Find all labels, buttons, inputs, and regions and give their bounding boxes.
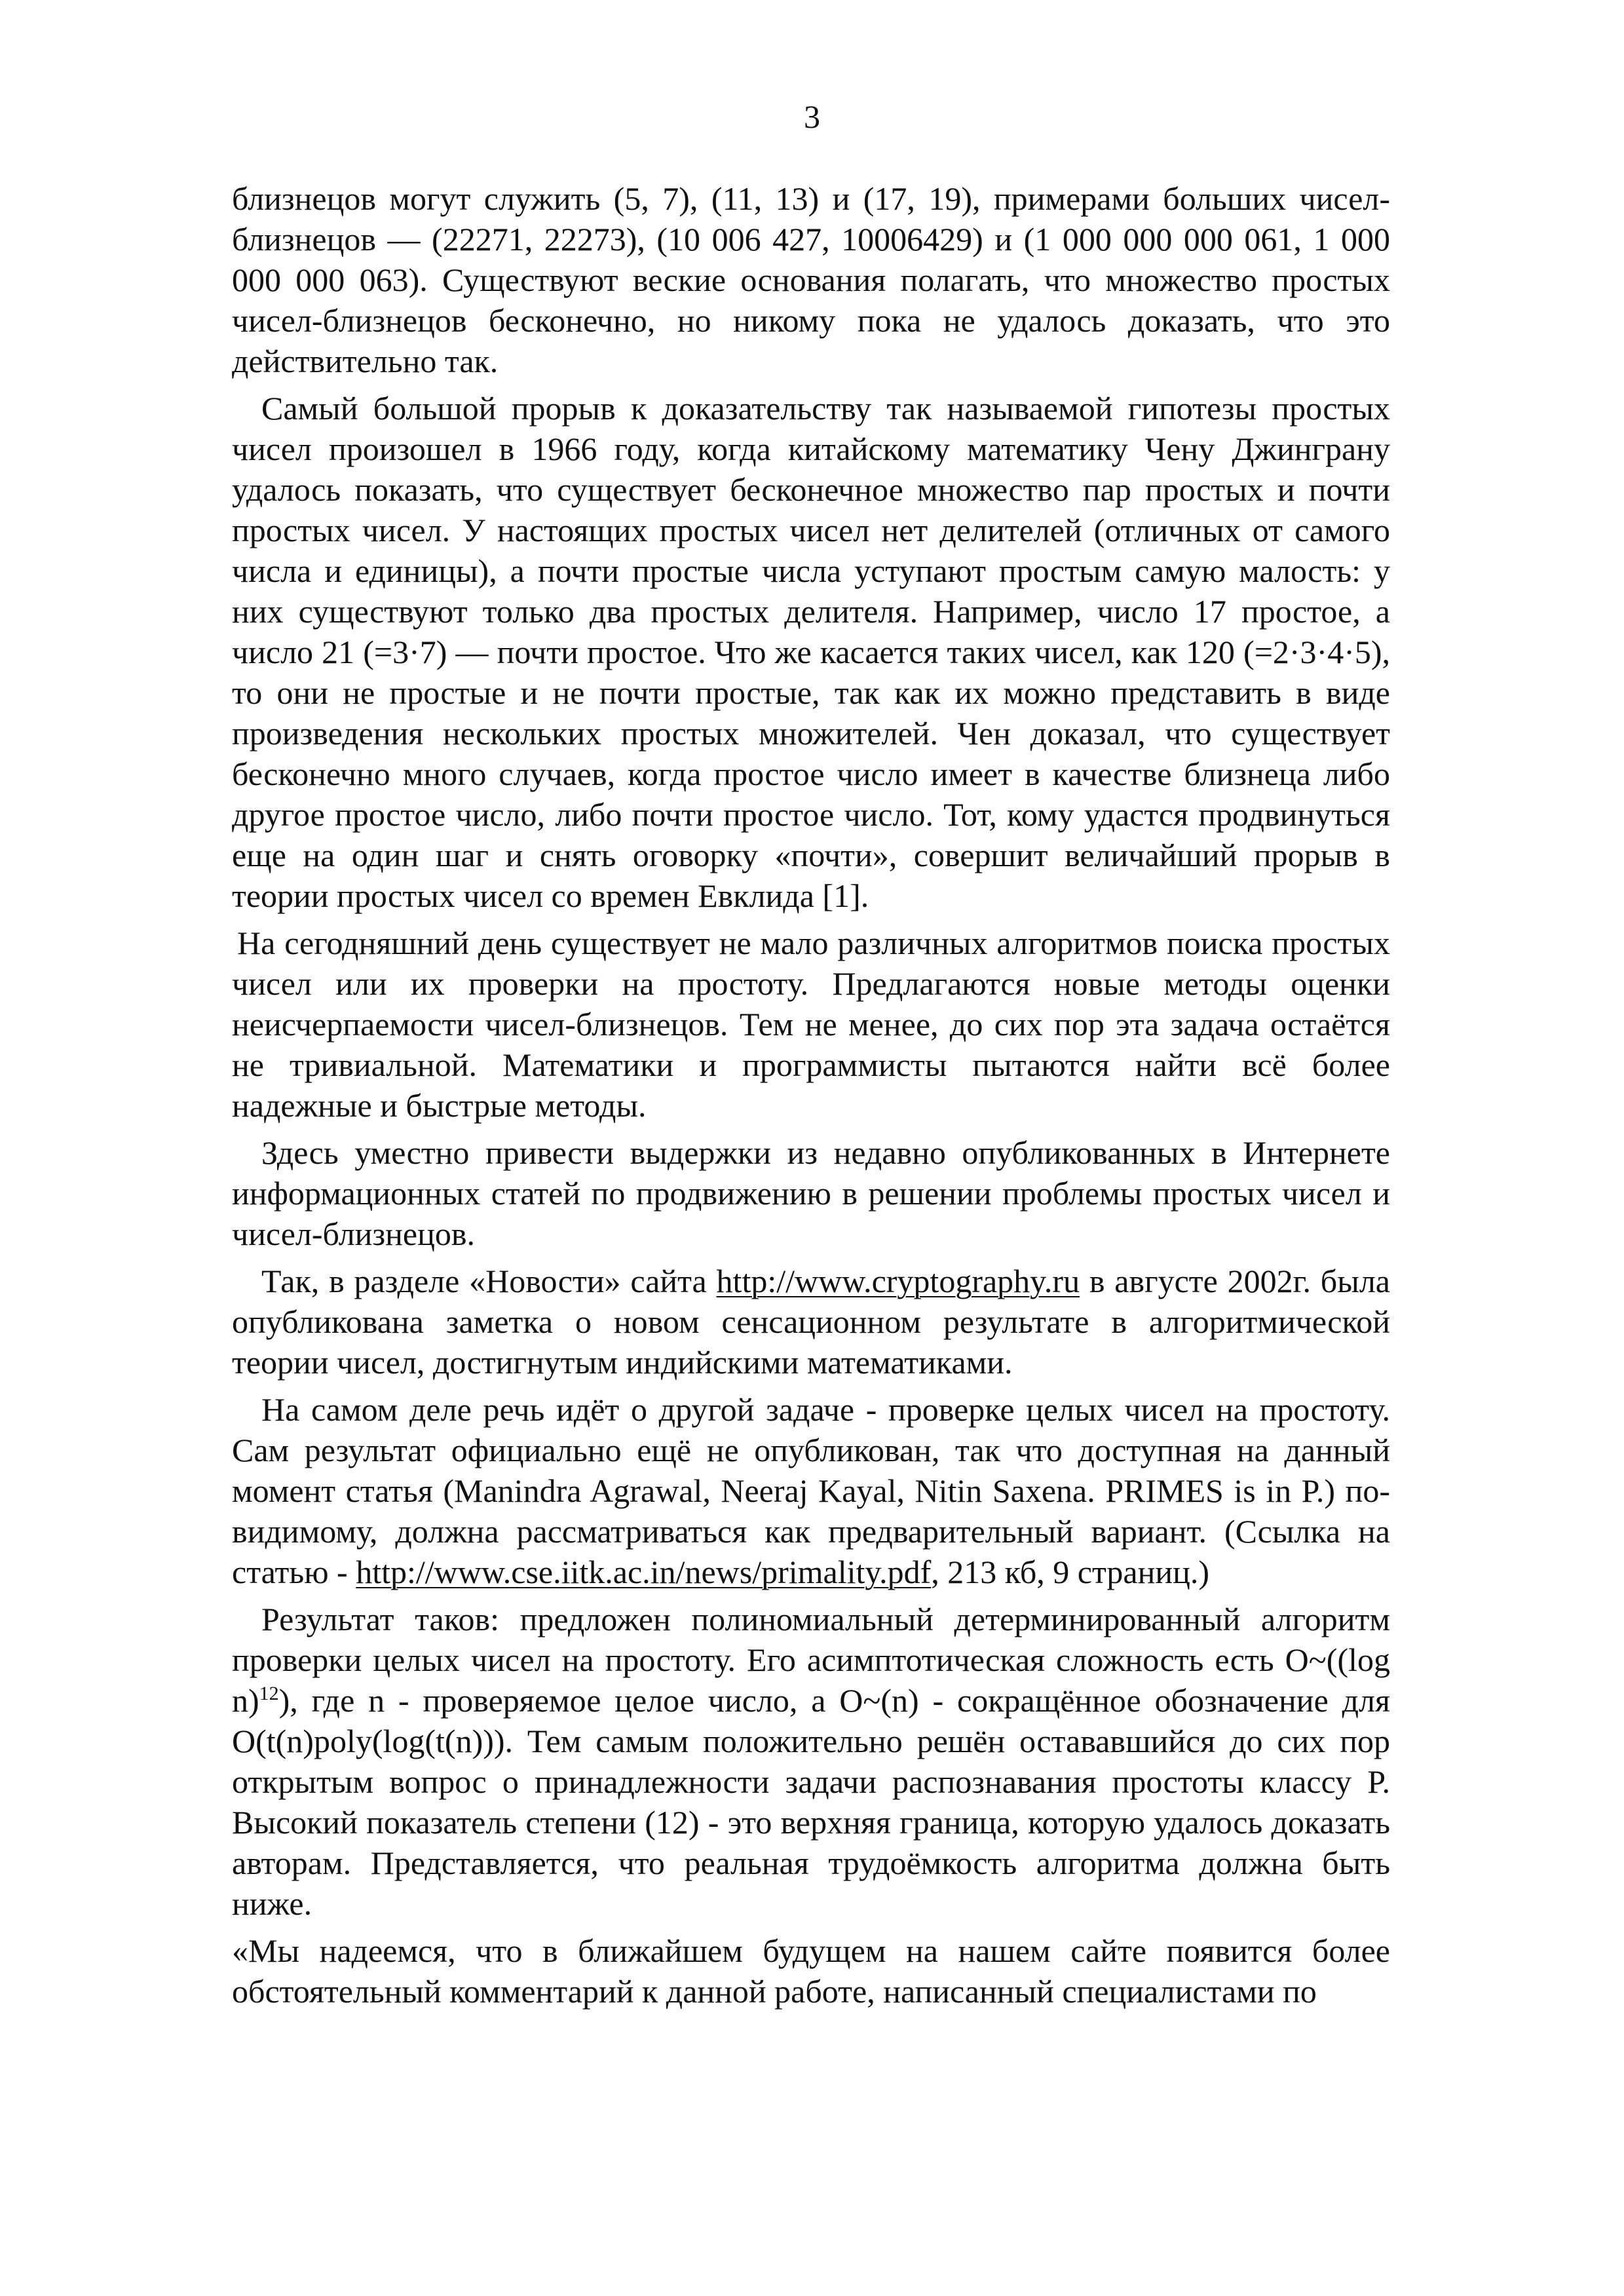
text-segment: Результат таков: предложен полиномиальный детерминированный алгоритм проверки целых чисел на простоту. Его асимптотическая сложность есть O~((log n) [232,1601,1390,1719]
text-segment: На самом деле речь идёт о другой задаче - проверке целых чисел на простоту. Сам результат официально ещё не опубликован, так что доступная на данный момент статья (Manindra Agrawal, Neeraj Kayal, Nitin Saxena. PRIMES is in P.) по-видимому, должна рассматриваться как предварительный вариант. (Ссылка на статью - [232,1391,1390,1590]
document-body [232,178,1390,2018]
cryptography-link[interactable]: http://www.cryptography.ru [716,1263,1080,1299]
primality-pdf-link[interactable]: http://www.cse.iitk.ac.in/news/primality.pdf [356,1554,932,1590]
paragraph-chen-breakthrough: Самый большой прорыв к доказательству так называемой гипотезы простых чисел произошел в 1966 году, когда китайскому математику Чену Джинграну удалось показать, что существует бесконечное множество пар простых и почти простых чисел. У настоящих простых чисел нет делителей (отличных от самого числа и единицы), а почти простые числа уступают простым самую малость: у них существуют только два простых делителя. Например, число 17 простое, а число 21 (=3·7) — почти простое. Что же касается таких чисел, как 120 (=2·3·4·5), то они не простые и не почти простые, так как их можно представить в виде произведения нескольких простых множителей. Чен доказал, что существует бесконечно много случаев, когда простое число имеет в качестве близнеца либо другое простое число, либо почти простое число. Тот, кому удастся продвинуться еще на один шаг и снять оговорку «почти», совершит величайший прорыв в теории простых чисел со времен Евклида [1]. [232,390,1390,914]
paragraph-primes-in-p [232,1389,1390,1592]
text-segment: ), где n - проверяемое целое число, а O~(n) - сокращённое обозначение для O(t(n)poly(log(t(n))). Тем самым положительно решён остававшийся до сих пор открытым вопрос о принадлежности задачи распознавания простоты классу P. Высокий показатель степени (12) - это верхняя граница, которую удалось доказать авторам. Представляется, что реальная трудоёмкость алгоритма должна быть ниже. [232,1682,1390,1922]
text-segment: , 213 кб, 9 страниц.) [931,1554,1210,1590]
paragraph-cryptography-news [232,1261,1390,1383]
text-segment: в августе 2002г. была опубликована заметка о новом сенсационном результате в алгоритмической теории чисел, достигнутым индийскими математиками. [232,1263,1390,1381]
page-number: 3 [804,98,820,135]
paragraph-algorithms-today: На сегодняшний день существует не мало различных алгоритмов поиска простых чисел или их проверки на простоту. Предлагаются новые методы оценки неисчерпаемости чисел-близнецов. Тем не менее, до сих пор эта задача остаётся не тривиальной. Математики и программисты пытаются найти всё более надежные и быстрые методы. [232,925,1390,1124]
exponent-superscript: 12 [259,1683,279,1704]
paragraph-twin-primes-examples: близнецов могут служить (5, 7), (11, 13) и (17, 19), примерами больших чисел-близнецов — (22271, 22273), (10 006 427, 10006429) и (1 000 000 000 061, 1 000 000 000 063). Существуют веские основания полагать, что множество простых чисел-близнецов бесконечно, но никому пока не удалось доказать, что это действительно так. [232,180,1390,379]
paragraph-internet-excerpts: Здесь уместно привести выдержки из недавно опубликованных в Интернете информационных статей по продвижению в решении проблемы простых чисел и чисел-близнецов. [232,1134,1390,1252]
paragraph-complexity-result [232,1599,1390,1924]
paragraph-quote: «Мы надеемся, что в ближайшем будущем на нашем сайте появится более обстоятельный комментарий к данной работе, написанный специалистами по [232,1932,1390,2010]
text-segment: Так, в разделе «Новости» сайта [261,1263,717,1299]
